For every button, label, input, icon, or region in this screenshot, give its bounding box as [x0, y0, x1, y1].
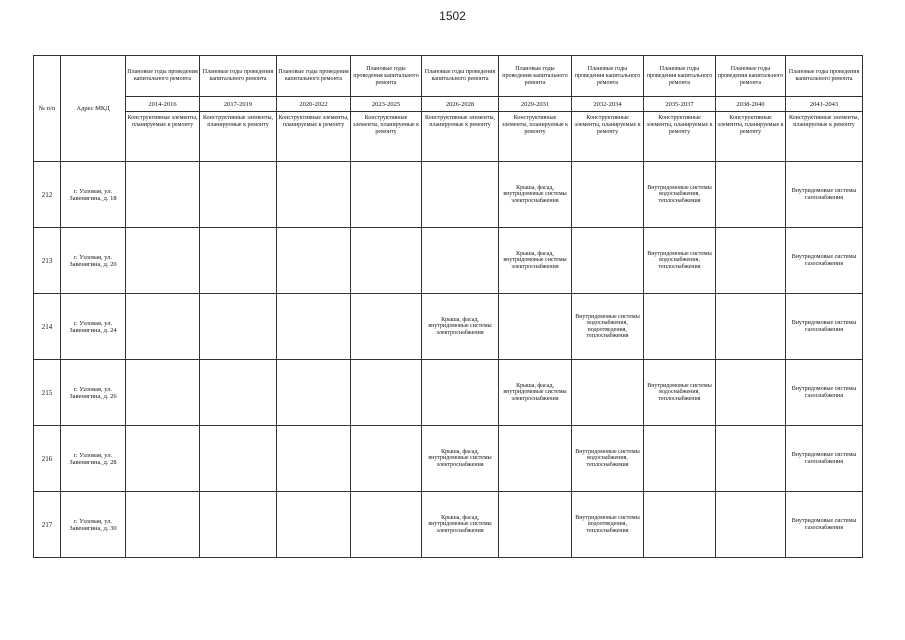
year-range: 2023-2025	[351, 97, 422, 112]
repair-cell	[126, 426, 200, 492]
num-column-header: № п/п	[34, 56, 61, 162]
repair-cell	[200, 426, 277, 492]
repair-cell: Крыша, фасад, внутридомовые системы электроснабжения	[499, 360, 572, 426]
repair-cell	[277, 426, 351, 492]
row-number: 215	[34, 360, 61, 426]
repair-cell: Внутридомовые системы водоснабжения, теплоснабжения	[644, 228, 716, 294]
period-label: Плановые годы проведения капитального ремонта	[277, 56, 351, 97]
repair-cell	[351, 228, 422, 294]
row-address: г. Узловая, ул. Завенягина, д. 30	[61, 492, 126, 558]
table-row	[34, 162, 863, 228]
row-number: 213	[34, 228, 61, 294]
period-label: Плановые годы проведения капитального ремонта	[644, 56, 716, 97]
repair-cell	[277, 492, 351, 558]
repair-cell: Внутридомовые системы водоснабжения, теплоснабжения	[572, 426, 644, 492]
repair-cell	[277, 294, 351, 360]
year-range: 2017-2019	[200, 97, 277, 112]
repair-cell: Внутридомовые системы газоснабжения	[786, 162, 863, 228]
row-number: 212	[34, 162, 61, 228]
repair-cell	[200, 228, 277, 294]
repair-cell: Внутридомовые системы газоснабжения	[786, 492, 863, 558]
row-address: г. Узловая, ул. Завенягина, д. 18	[61, 162, 126, 228]
repair-cell: Внутридомовые системы водоснабжения, водоотведения, теплоснабжения	[572, 294, 644, 360]
row-number: 217	[34, 492, 61, 558]
year-range: 2029-2031	[499, 97, 572, 112]
address-column-header: Адрес МКД	[61, 56, 126, 162]
elements-label: Конструктивные элементы, планируемые к ремонту	[277, 112, 351, 162]
repair-cell	[126, 228, 200, 294]
repair-cell	[277, 360, 351, 426]
period-label: Плановые годы проведения капитального ремонта	[716, 56, 786, 97]
repair-cell	[422, 162, 499, 228]
repair-cell	[351, 162, 422, 228]
row-number: 216	[34, 426, 61, 492]
year-range: 2026-2028	[422, 97, 499, 112]
repair-cell	[572, 162, 644, 228]
year-range: 2041-2043	[786, 97, 863, 112]
period-label: Плановые годы проведения капитального ремонта	[572, 56, 644, 97]
elements-label: Конструктивные элементы, планируемые к ремонту	[422, 112, 499, 162]
header-row-period-labels	[34, 56, 863, 97]
period-label: Плановые годы проведения капитального ремонта	[351, 56, 422, 97]
repair-cell	[572, 360, 644, 426]
repair-cell	[351, 294, 422, 360]
repair-cell	[422, 228, 499, 294]
repair-cell: Крыша, фасад, внутридомовые системы электроснабжения	[499, 162, 572, 228]
repair-cell: Крыша, фасад, внутридомовые системы электроснабжения	[422, 426, 499, 492]
repair-cell	[499, 294, 572, 360]
repair-cell	[200, 294, 277, 360]
row-address: г. Узловая, ул. Завенягина, д. 20	[61, 228, 126, 294]
repair-cell: Внутридомовые системы газоснабжения	[786, 294, 863, 360]
repair-cell: Внутридомовые системы водоотведения, теплоснабжения	[572, 492, 644, 558]
repair-cell	[200, 492, 277, 558]
table-row	[34, 228, 863, 294]
year-range: 2038-2040	[716, 97, 786, 112]
table-row	[34, 294, 863, 360]
repair-cell	[716, 294, 786, 360]
repair-cell	[716, 426, 786, 492]
repair-cell	[351, 426, 422, 492]
page-number: 1502	[439, 9, 466, 23]
repair-cell: Внутридомовые системы газоснабжения	[786, 228, 863, 294]
table-header	[34, 56, 863, 162]
elements-label: Конструктивные элементы, планируемые к ремонту	[200, 112, 277, 162]
repair-cell	[644, 492, 716, 558]
repair-cell	[126, 162, 200, 228]
repair-cell	[126, 360, 200, 426]
repair-cell	[200, 360, 277, 426]
repair-cell	[200, 162, 277, 228]
repair-cell	[716, 492, 786, 558]
repair-cell	[572, 228, 644, 294]
period-label: Плановые годы проведения капитального ремонта	[200, 56, 277, 97]
elements-label: Конструктивные элементы, планируемые к ремонту	[126, 112, 200, 162]
repair-cell	[644, 294, 716, 360]
repair-cell	[499, 426, 572, 492]
elements-label: Конструктивные элементы, планируемые к ремонту	[572, 112, 644, 162]
repair-cell: Крыша, фасад, внутридомовые системы электроснабжения	[422, 294, 499, 360]
year-range: 2032-2034	[572, 97, 644, 112]
repair-cell	[716, 228, 786, 294]
repair-cell: Крыша, фасад, внутридомовые системы электроснабжения	[422, 492, 499, 558]
repair-cell: Внутридомовые системы газоснабжения	[786, 426, 863, 492]
year-range: 2035-2037	[644, 97, 716, 112]
table-row	[34, 360, 863, 426]
row-address: г. Узловая, ул. Завенягина, д. 28	[61, 426, 126, 492]
year-range: 2014-2016	[126, 97, 200, 112]
table-row	[34, 492, 863, 558]
table-body	[34, 162, 863, 558]
header-row-elements	[34, 112, 863, 162]
repair-cell	[277, 162, 351, 228]
repair-cell: Внутридомовые системы водоснабжения, теплоснабжения	[644, 162, 716, 228]
header-row-years	[34, 97, 863, 112]
repair-cell	[126, 492, 200, 558]
year-range: 2020-2022	[277, 97, 351, 112]
row-number: 214	[34, 294, 61, 360]
repair-cell	[499, 492, 572, 558]
repair-cell	[351, 360, 422, 426]
table-row	[34, 426, 863, 492]
repair-cell	[351, 492, 422, 558]
repair-cell: Внутридомовые системы водоснабжения, теплоснабжения	[644, 360, 716, 426]
period-label: Плановые годы проведения капитального ремонта	[499, 56, 572, 97]
row-address: г. Узловая, ул. Завенягина, д. 24	[61, 294, 126, 360]
repair-cell	[716, 162, 786, 228]
elements-label: Конструктивные элементы, планируемые к ремонту	[716, 112, 786, 162]
repair-cell	[126, 294, 200, 360]
repair-cell	[716, 360, 786, 426]
row-address: г. Узловая, ул. Завенягина, д. 26	[61, 360, 126, 426]
elements-label: Конструктивные элементы, планируемые к ремонту	[499, 112, 572, 162]
period-label: Плановые годы проведения капитального ремонта	[786, 56, 863, 97]
period-label: Плановые годы проведения капитального ремонта	[422, 56, 499, 97]
repair-cell: Крыша, фасад, внутридомовые системы электроснабжения	[499, 228, 572, 294]
repair-cell: Внутридомовые системы газоснабжения	[786, 360, 863, 426]
repair-cell	[277, 228, 351, 294]
repair-cell	[422, 360, 499, 426]
capital-repair-schedule-table	[33, 55, 863, 558]
elements-label: Конструктивные элементы, планируемые к ремонту	[351, 112, 422, 162]
elements-label: Конструктивные элементы, планируемые к ремонту	[786, 112, 863, 162]
period-label: Плановые годы проведения капитального ремонта	[126, 56, 200, 97]
repair-cell	[644, 426, 716, 492]
elements-label: Конструктивные элементы, планируемые к ремонту	[644, 112, 716, 162]
